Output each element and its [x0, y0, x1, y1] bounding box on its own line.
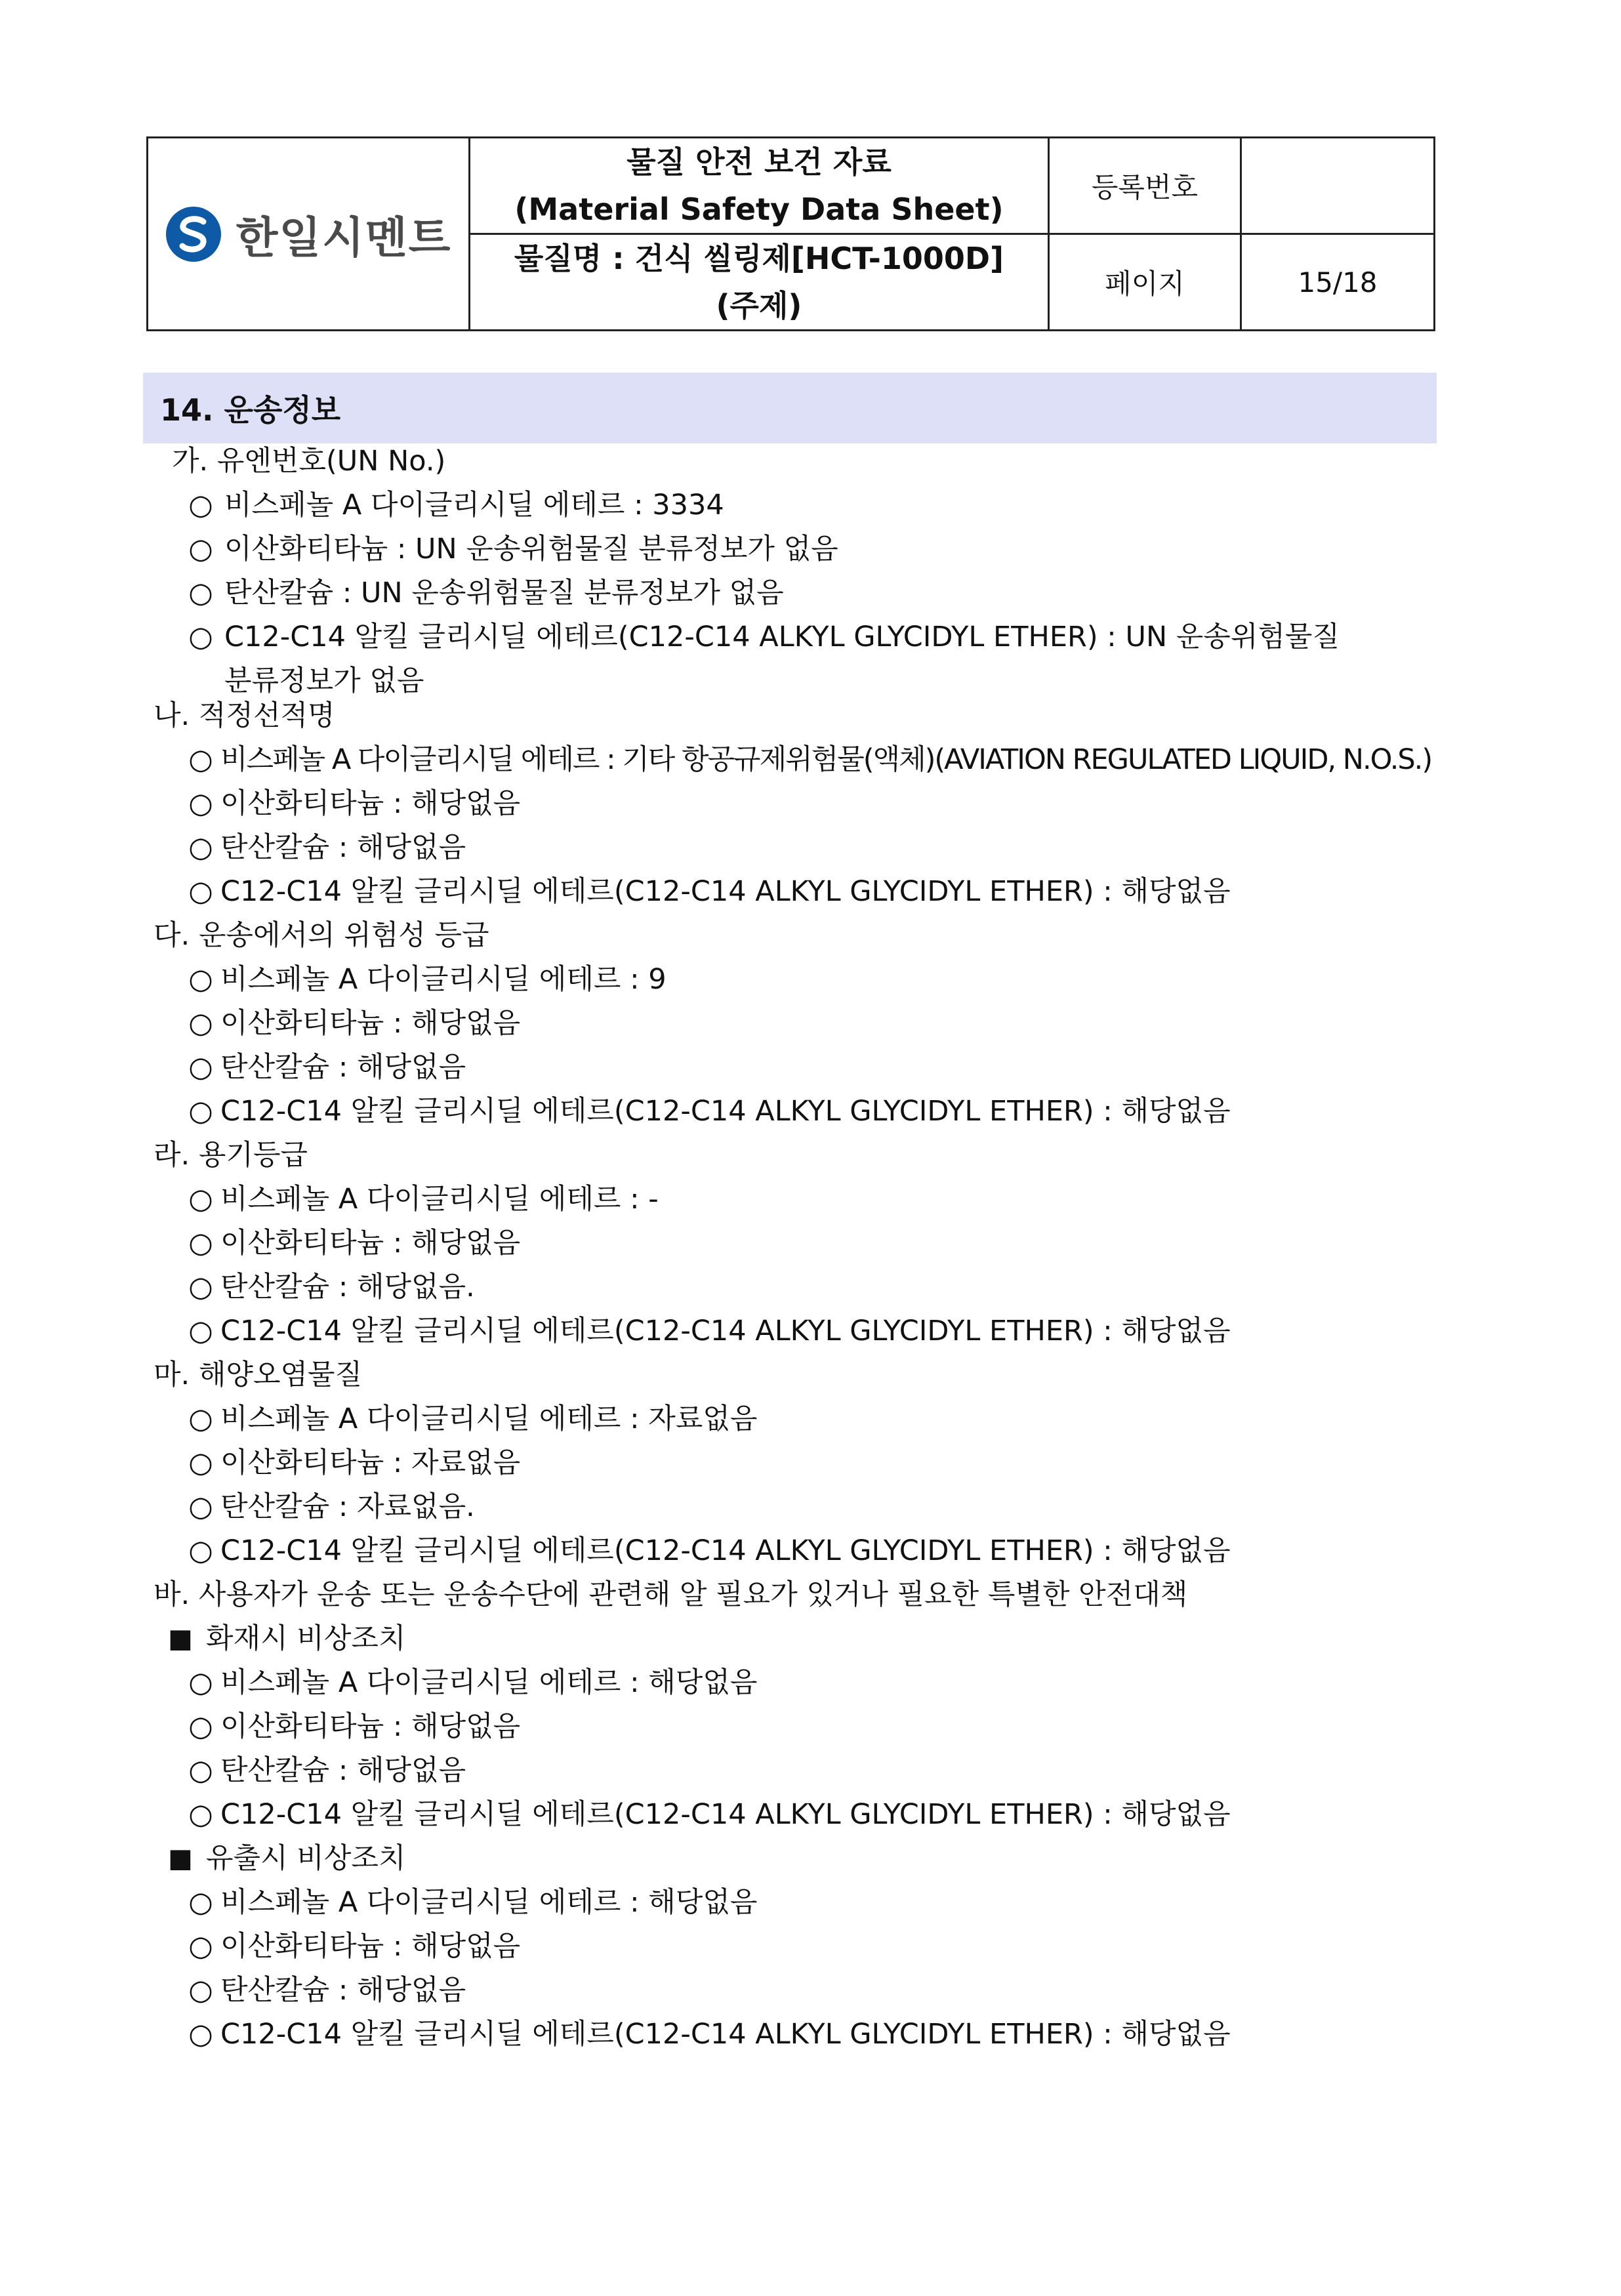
subsection-heading-hazard-class: 다. 운송에서의 위험성 등급	[154, 919, 489, 952]
list-item: 이산화티타늄 : 해당없음	[220, 1227, 521, 1260]
logo-s-icon	[165, 206, 222, 262]
bullet-icon: ○	[188, 1886, 213, 1919]
document-title: 물질 안전 보건 자료 (Material Safety Data Sheet)	[470, 138, 1049, 234]
company-logo	[148, 203, 468, 265]
fire-emergency-heading: 화재시 비상조치	[206, 1622, 406, 1655]
bullet-icon: ○	[188, 963, 213, 996]
bullet-icon: ○	[188, 1227, 213, 1260]
bullet-icon: ○	[188, 2018, 213, 2051]
list-item: C12-C14 알킬 글리시딜 에테르(C12-C14 ALKYL GLYCIDYL ETHER) : UN 운송위험물질	[224, 621, 1340, 653]
list-item: 탄산칼슘 : 해당없음	[220, 831, 466, 864]
header-table	[146, 136, 1435, 331]
list-item: C12-C14 알킬 글리시딜 에테르(C12-C14 ALKYL GLYCIDYL ETHER) : 해당없음	[220, 2018, 1231, 2051]
bullet-icon: ○	[188, 875, 213, 908]
list-item: C12-C14 알킬 글리시딜 에테르(C12-C14 ALKYL GLYCIDYL ETHER) : 해당없음	[220, 1534, 1231, 1567]
bullet-icon: ○	[188, 1754, 213, 1787]
bullet-icon: ○	[188, 533, 213, 565]
bullet-icon: ○	[188, 743, 213, 776]
material-name: 물질명 : 건식 씰링제[HCT-1000D] (주제)	[470, 234, 1049, 331]
list-item: 탄산칼슘 : 자료없음.	[220, 1490, 475, 1523]
subsection-heading-marine-pollutant: 마. 해양오염물질	[154, 1359, 363, 1391]
list-item: 탄산칼슘 : 해당없음	[220, 1754, 466, 1787]
list-item: 탄산칼슘 : 해당없음	[220, 1974, 466, 2007]
spill-emergency-heading: 유출시 비상조치	[206, 1842, 406, 1875]
subsection-heading-shipping-name: 나. 적정선적명	[154, 699, 335, 732]
bullet-icon: ○	[188, 1051, 213, 1084]
list-item: 비스페놀 A 다이글리시딜 에테르 : 3334	[224, 489, 724, 522]
bullet-icon: ○	[188, 1666, 213, 1699]
list-item: 비스페놀 A 다이글리시딜 에테르 : 해당없음	[220, 1666, 758, 1699]
subsection-heading-un-number: 가. 유엔번호(UN No.)	[172, 445, 446, 478]
bullet-icon: ○	[188, 1930, 213, 1963]
list-item: C12-C14 알킬 글리시딜 에테르(C12-C14 ALKYL GLYCIDYL ETHER) : 해당없음	[220, 1095, 1231, 1128]
bullet-icon: ○	[188, 1710, 213, 1743]
subsection-heading-packing-group: 라. 용기등급	[154, 1139, 308, 1172]
registration-value	[1241, 138, 1435, 234]
list-item: 비스페놀 A 다이글리시딜 에테르 : 해당없음	[220, 1886, 758, 1919]
subsection-heading-special-precautions: 바. 사용자가 운송 또는 운송수단에 관련해 알 필요가 있거나 필요한 특별한 안전대책	[154, 1578, 1188, 1611]
bullet-icon: ○	[188, 1798, 213, 1831]
bullet-icon: ○	[188, 1403, 213, 1435]
list-item: C12-C14 알킬 글리시딜 에테르(C12-C14 ALKYL GLYCIDYL ETHER) : 해당없음	[220, 1798, 1231, 1831]
square-bullet-icon: ■	[168, 1843, 193, 1874]
list-item: 비스페놀 A 다이글리시딜 에테르 : -	[220, 1183, 659, 1216]
list-item: 이산화티타늄 : 자료없음	[220, 1446, 521, 1479]
list-item: C12-C14 알킬 글리시딜 에테르(C12-C14 ALKYL GLYCIDYL ETHER) : 해당없음	[220, 875, 1231, 908]
list-item: 탄산칼슘 : 해당없음.	[220, 1271, 475, 1303]
list-item-continuation: 분류정보가 없음	[224, 665, 424, 697]
list-item: 이산화티타늄 : UN 운송위험물질 분류정보가 없음	[224, 533, 838, 565]
list-item: C12-C14 알킬 글리시딜 에테르(C12-C14 ALKYL GLYCIDYL ETHER) : 해당없음	[220, 1315, 1231, 1347]
page-number: 15/18	[1241, 234, 1435, 331]
bullet-icon: ○	[188, 787, 213, 820]
list-item: 이산화티타늄 : 해당없음	[220, 1007, 521, 1040]
logo-cell	[148, 138, 470, 331]
bullet-icon: ○	[188, 1974, 213, 2007]
list-item: 탄산칼슘 : 해당없음	[220, 1051, 466, 1084]
bullet-icon: ○	[188, 1315, 213, 1347]
section-heading: 14. 운송정보	[143, 373, 1437, 443]
bullet-icon: ○	[188, 1446, 213, 1479]
list-item: 탄산칼슘 : UN 운송위험물질 분류정보가 없음	[224, 577, 784, 609]
bullet-icon: ○	[188, 1007, 213, 1040]
bullet-icon: ○	[188, 1490, 213, 1523]
list-item: 이산화티타늄 : 해당없음	[220, 1930, 521, 1963]
list-item: 비스페놀 A 다이글리시딜 에테르 : 자료없음	[220, 1403, 758, 1435]
page-label: 페이지	[1049, 234, 1241, 331]
list-item: 비스페놀 A 다이글리시딜 에테르 : 기타 항공규제위험물(액체)(AVIATION REGULATED LIQUID, N.O.S.)	[220, 743, 1432, 776]
list-item: 비스페놀 A 다이글리시딜 에테르 : 9	[220, 963, 667, 996]
square-bullet-icon: ■	[168, 1624, 193, 1654]
bullet-icon: ○	[188, 577, 213, 609]
logo-text: 한일시멘트	[236, 213, 452, 263]
bullet-icon: ○	[188, 1183, 213, 1216]
list-item: 이산화티타늄 : 해당없음	[220, 787, 521, 820]
bullet-icon: ○	[188, 831, 213, 864]
registration-label: 등록번호	[1049, 138, 1241, 234]
bullet-icon: ○	[188, 621, 213, 653]
bullet-icon: ○	[188, 1534, 213, 1567]
bullet-icon: ○	[188, 1271, 213, 1303]
bullet-icon: ○	[188, 489, 213, 522]
bullet-icon: ○	[188, 1095, 213, 1128]
list-item: 이산화티타늄 : 해당없음	[220, 1710, 521, 1743]
